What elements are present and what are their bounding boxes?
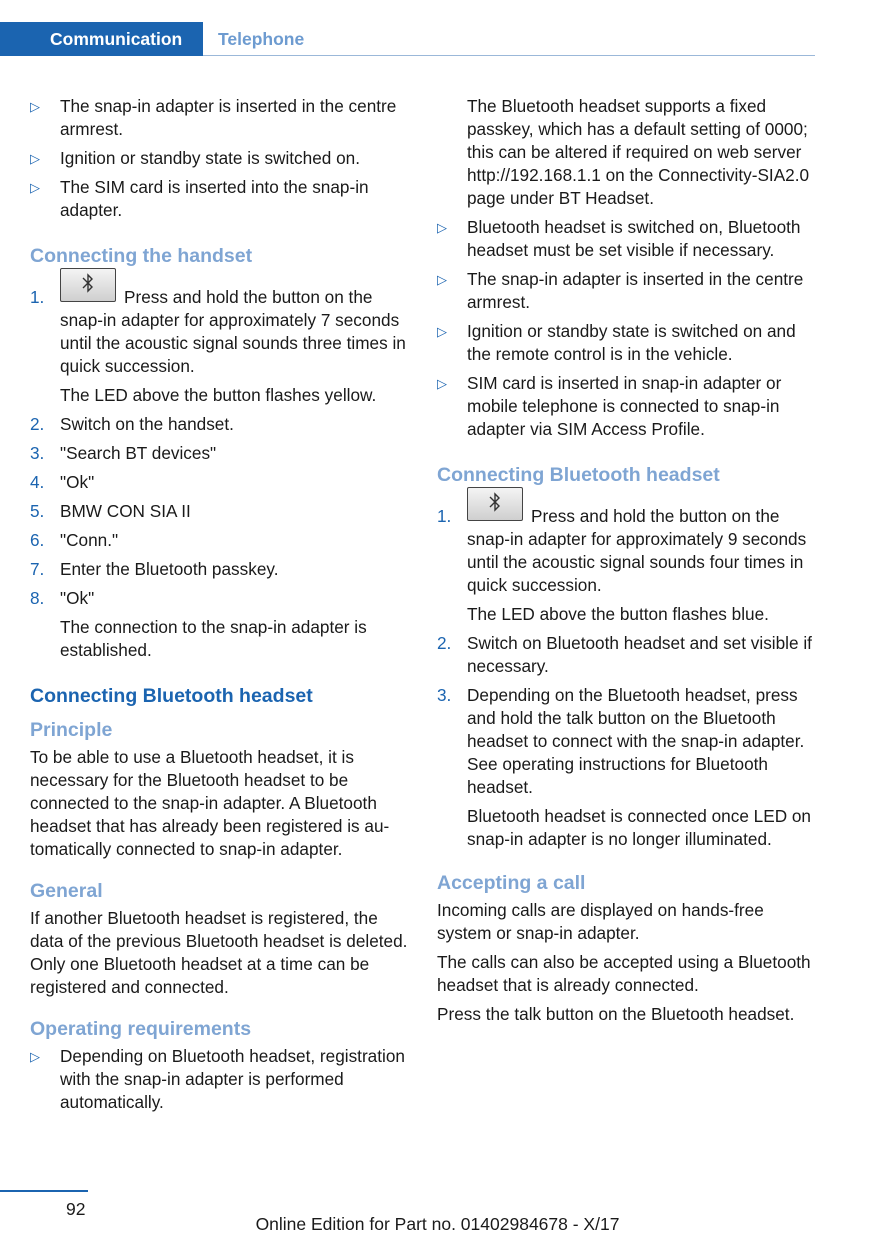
list-item — [437, 216, 817, 262]
heading-connecting-handset: Connecting the handset — [30, 245, 253, 267]
step-item — [30, 558, 408, 581]
step-text: Depending on the Bluetooth headset, press and hold the talk button on the Bluetooth headset to connect with the snap-in adapter. See operating instructions for Bluetooth headset. — [467, 685, 805, 797]
step-text: "Ok" — [60, 588, 95, 608]
heading-principle: Principle — [30, 719, 113, 741]
general-paragraph: If another Bluetooth headset is registered, the data of the previous Bluetooth headset is deleted. Only one Bluetooth headset at a time can be registered and connected. — [30, 908, 408, 997]
tab-telephone[interactable]: Telephone — [218, 29, 305, 49]
tab-communication[interactable]: Communication — [0, 22, 203, 56]
step-item — [30, 529, 408, 552]
step-note: The LED above the button flashes yellow. — [60, 385, 377, 405]
step-number: 4. — [30, 472, 45, 492]
step-item — [437, 684, 817, 799]
list-item — [30, 176, 408, 222]
bullet-text: Bluetooth headset is switched on, Bluetooth headset must be set visible if necessary. — [467, 217, 801, 260]
step-text: Enter the Bluetooth passkey. — [60, 559, 279, 579]
step-text: Switch on the handset. — [60, 414, 234, 434]
step-item — [30, 286, 408, 378]
bluetooth-button-icon — [60, 268, 116, 302]
step-item — [30, 413, 408, 436]
page-number: 92 — [66, 1199, 86, 1219]
header-tabs — [0, 22, 815, 56]
step-number: 7. — [30, 559, 45, 579]
left-column — [30, 95, 408, 1120]
bullet-text: The SIM card is inserted into the snap-in adapter. — [60, 177, 369, 220]
step-number: 5. — [30, 501, 45, 521]
step-number: 1. — [437, 506, 452, 526]
list-item — [30, 1045, 408, 1114]
bullet-text: Ignition or standby state is switched on. — [60, 148, 360, 168]
triangle-right-icon: ▷ — [30, 1049, 40, 1064]
list-item — [30, 95, 408, 141]
step-item — [30, 500, 408, 523]
step-item — [30, 442, 408, 465]
triangle-right-icon: ▷ — [437, 272, 447, 287]
triangle-right-icon: ▷ — [437, 376, 447, 391]
step-text: "Conn." — [60, 530, 119, 550]
heading-general: General — [30, 880, 103, 902]
step-text: "Search BT devices" — [60, 443, 217, 463]
step-item — [30, 587, 408, 610]
triangle-right-icon: ▷ — [437, 324, 447, 339]
triangle-right-icon: ▷ — [30, 180, 40, 195]
heading-accepting-call: Accepting a call — [437, 872, 586, 894]
list-item — [437, 320, 817, 366]
triangle-right-icon: ▷ — [437, 220, 447, 235]
step-item — [437, 632, 817, 678]
step-note: The connection to the snap-in adapter is established. — [60, 617, 367, 660]
step-text: Press and hold the button on the snap-in adapter for approximately 9 seconds until the acoustic signal sounds four times in quick succession. — [467, 506, 807, 595]
edition-text: Online Edition for Part no. 01402984678 - X/17 — [255, 1214, 620, 1234]
accepting-paragraph: Press the talk button on the Bluetooth headset. — [437, 1004, 795, 1024]
step-number: 8. — [30, 588, 45, 608]
bluetooth-button-icon — [467, 487, 523, 521]
step-number: 3. — [437, 685, 452, 705]
bullet-text: The snap-in adapter is inserted in the centre armrest. — [467, 269, 804, 312]
step-text: "Ok" — [60, 472, 95, 492]
principle-paragraph: To be able to use a Bluetooth headset, it is necessary for the Bluetooth headset to be connected to the snap-in adapter. A Bluetooth headset that has already been registered is automatically connected to snap-in adapter. — [30, 747, 390, 859]
list-item — [437, 372, 817, 441]
step-item — [437, 505, 817, 597]
step-number: 6. — [30, 530, 45, 550]
triangle-right-icon: ▷ — [30, 151, 40, 166]
footer-divider — [0, 1190, 88, 1192]
accepting-paragraph: Incoming calls are displayed on hands-free system or snap-in adapter. — [437, 900, 764, 943]
step-item — [30, 471, 408, 494]
right-column — [437, 95, 817, 1032]
list-item — [30, 147, 408, 170]
heading-operating-requirements: Operating requirements — [30, 1018, 252, 1040]
heading-connecting-bt-headset: Connecting Bluetooth headset — [30, 685, 313, 707]
heading-connecting-bt-headset: Connecting Bluetooth headset — [437, 464, 720, 486]
accepting-paragraph: The calls can also be accepted using a Bluetooth headset that is already connected. — [437, 952, 811, 995]
step-number: 2. — [437, 633, 452, 653]
bullet-text: The snap-in adapter is inserted in the centre armrest. — [60, 96, 397, 139]
step-text: Switch on Bluetooth headset and set visible if necessary. — [467, 633, 812, 676]
step-note: Bluetooth headset is connected once LED on snap-in adapter is no longer illuminated. — [467, 806, 811, 849]
step-note: The LED above the button flashes blue. — [467, 604, 769, 624]
bullet-text: SIM card is inserted in snap-in adapter or mobile telephone is connected to snap-in adapter via SIM Access Profile. — [467, 373, 782, 439]
bullet-text: Ignition or standby state is switched on and the remote control is in the vehicle. — [467, 321, 796, 364]
header-divider — [203, 55, 815, 56]
step-text: BMW CON SIA II — [60, 501, 191, 521]
triangle-right-icon: ▷ — [30, 99, 40, 114]
bullet-text: Depending on Bluetooth headset, registration with the snap-in adapter is performed automatically. — [60, 1046, 405, 1112]
passkey-paragraph: The Bluetooth headset supports a fixed passkey, which has a default setting of 0000; this can be altered if required on web server http://192.168.1.1 on the Connectivity-SIA2.0 page under BT Headset. — [467, 96, 810, 208]
list-item — [437, 268, 817, 314]
step-number: 2. — [30, 414, 45, 434]
step-text: Press and hold the button on the snap-in adapter for approximately 7 seconds until the acoustic signal sounds three times in quick succession. — [60, 287, 406, 376]
step-number: 1. — [30, 287, 45, 307]
step-number: 3. — [30, 443, 45, 463]
